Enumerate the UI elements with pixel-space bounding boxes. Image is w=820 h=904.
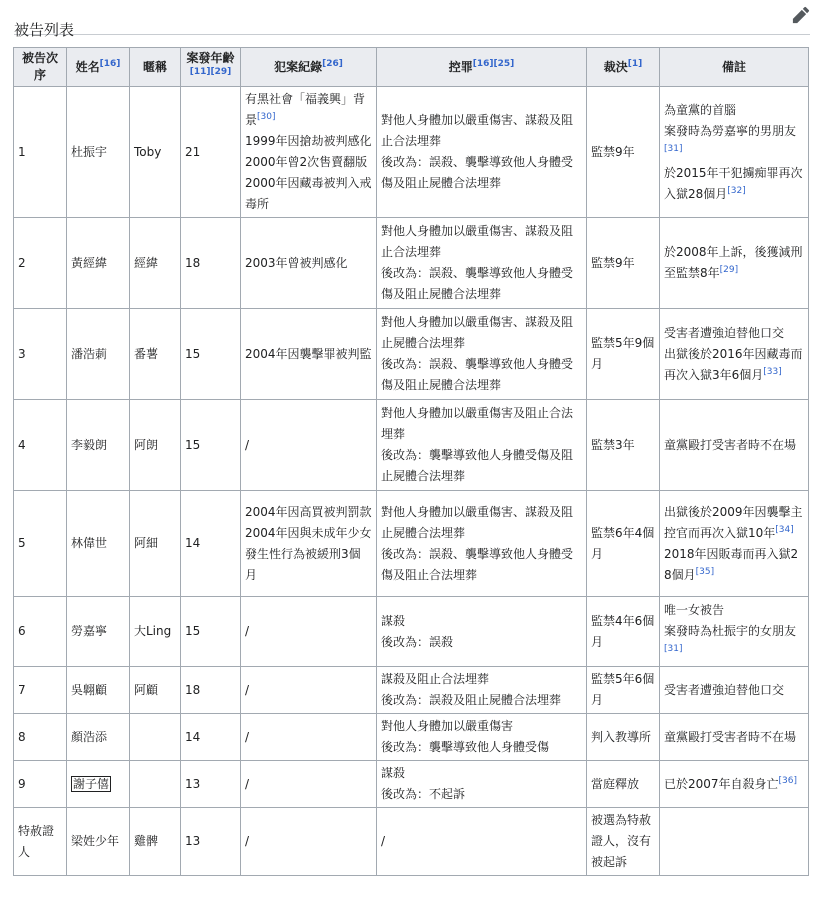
cell-order: 特赦證人 [14, 808, 67, 876]
header-charges: 控罪[16][25] [377, 48, 587, 87]
cell-age: 15 [181, 400, 241, 491]
header-age: 案發年齡[11][29] [181, 48, 241, 87]
reference-link[interactable]: [36] [778, 775, 798, 786]
table-row [14, 597, 809, 667]
cell-verdict: 監禁6年4個月 [587, 491, 660, 597]
cell-charges: 對他人身體加以嚴重傷害、謀殺及阻止屍體合法埋葬 後改為：誤殺、襲擊導致他人身體受傷及阻止合法埋葬 [377, 491, 587, 597]
cell-verdict: 監禁9年 [587, 87, 660, 218]
reference-link[interactable]: [31] [664, 143, 683, 154]
defendants-table [13, 47, 809, 876]
cell-nickname: 大Ling [130, 597, 181, 667]
cell-name: 黃經緯 [67, 218, 130, 309]
cell-notes: 童黨毆打受害者時不在場 [660, 714, 809, 761]
cell-order: 6 [14, 597, 67, 667]
reference-link[interactable]: [29] [210, 67, 232, 77]
cell-name [67, 761, 130, 808]
reference-link[interactable]: [34] [775, 524, 794, 535]
cell-record: / [241, 808, 377, 876]
reference-link[interactable]: [31] [664, 644, 683, 654]
cell-nickname: 阿顧 [130, 667, 181, 714]
cell-name: 林偉世 [67, 491, 130, 597]
cell-verdict: 當庭釋放 [587, 761, 660, 808]
reference-link[interactable]: [16] [99, 59, 121, 69]
cell-notes: 已於2007年自殺身亡[36] [660, 761, 809, 808]
header-verdict: 裁決[1] [587, 48, 660, 87]
reference-link[interactable]: [30] [257, 112, 276, 122]
cell-notes: 於2008年上訴，後獲減刑至監禁8年[29] [660, 218, 809, 309]
table-row [14, 309, 809, 400]
cell-name: 梁姓少年 [67, 808, 130, 876]
reference-link[interactable]: [25] [493, 59, 515, 69]
table-row [14, 714, 809, 761]
cell-verdict: 監禁4年6個月 [587, 597, 660, 667]
cell-record: / [241, 597, 377, 667]
cell-order: 2 [14, 218, 67, 309]
cell-age: 15 [181, 597, 241, 667]
cell-order: 5 [14, 491, 67, 597]
cell-verdict: 監禁9年 [587, 218, 660, 309]
table-row [14, 218, 809, 309]
cell-age: 15 [181, 309, 241, 400]
cell-verdict: 監禁3年 [587, 400, 660, 491]
reference-link[interactable]: [33] [763, 366, 782, 377]
reference-link[interactable]: [32] [727, 185, 746, 196]
table-row [14, 667, 809, 714]
reference-link[interactable]: [11] [189, 67, 211, 77]
cell-record: 有黑社會「福義興」背景[30] 1999年因搶劫被判感化 2000年曾2次售賣翻版 2000年因藏毒被判入戒毒所 [241, 87, 377, 218]
cell-record: 2004年因高買被判罰款 2004年因與未成年少女發生性行為被緩刑3個月 [241, 491, 377, 597]
cell-name: 杜振宇 [67, 87, 130, 218]
cell-nickname: 雞髀 [130, 808, 181, 876]
table-header-row [14, 48, 809, 87]
cell-charges: 對他人身體加以嚴重傷害及阻止合法埋葬 後改為：襲擊導致他人身體受傷及阻止屍體合法埋葬 [377, 400, 587, 491]
cell-charges: 謀殺 後改為：誤殺 [377, 597, 587, 667]
section-title: 被告列表 [14, 21, 75, 40]
cell-notes: 為童黨的首腦 案發時為勞嘉寧的男朋友[31] 於2015年干犯擄痴罪再次入獄28個月[32] [660, 87, 809, 218]
cell-name: 勞嘉寧 [67, 597, 130, 667]
cell-name: 顏浩添 [67, 714, 130, 761]
cell-order: 3 [14, 309, 67, 400]
table-row [14, 400, 809, 491]
table-row [14, 87, 809, 218]
cell-charges: 謀殺 後改為：不起訴 [377, 761, 587, 808]
cell-order: 7 [14, 667, 67, 714]
cell-charges: 謀殺及阻止合法埋葬 後改為：誤殺及阻止屍體合法埋葬 [377, 667, 587, 714]
reference-link[interactable]: [26] [322, 59, 343, 69]
cell-verdict: 被選為特赦證人，沒有被起訴 [587, 808, 660, 876]
cell-charges: 對他人身體加以嚴重傷害、謀殺及阻止合法埋葬 後改為：誤殺、襲擊導致他人身體受傷及阻止屍體合法埋葬 [377, 218, 587, 309]
cell-age: 14 [181, 491, 241, 597]
highlighted-name: 謝子僖 [73, 776, 110, 791]
cell-name: 潘浩莿 [67, 309, 130, 400]
cell-charges: / [377, 808, 587, 876]
cell-notes: 唯一女被告 案發時為杜振宇的女朋友[31] [660, 597, 809, 667]
cell-verdict: 判入教導所 [587, 714, 660, 761]
cell-notes: 受害者遭強迫替他口交 出獄後於2016年因藏毒而再次入獄3年6個月[33] [660, 309, 809, 400]
cell-record: / [241, 761, 377, 808]
cell-notes: 童黨毆打受害者時不在場 [660, 400, 809, 491]
cell-age: 18 [181, 218, 241, 309]
header-notes: 備註 [660, 48, 809, 87]
cell-notes: 出獄後於2009年因襲擊主控官而再次入獄10年[34] 2018年因販毒而再入獄28個月[35] [660, 491, 809, 597]
cell-charges: 對他人身體加以嚴重傷害 後改為：襲擊導致他人身體受傷 [377, 714, 587, 761]
cell-nickname: 阿細 [130, 491, 181, 597]
cell-order: 8 [14, 714, 67, 761]
cell-nickname: 經緯 [130, 218, 181, 309]
pencil-edit-icon[interactable] [792, 6, 810, 24]
cell-name: 李毅朗 [67, 400, 130, 491]
header-record: 犯案紀錄[26] [241, 48, 377, 87]
cell-age: 18 [181, 667, 241, 714]
cell-order: 9 [14, 761, 67, 808]
section-header [14, 0, 810, 40]
cell-age: 21 [181, 87, 241, 218]
table-row [14, 761, 809, 808]
reference-link[interactable]: [35] [695, 566, 715, 577]
cell-record: 2004年因襲擊罪被判監 [241, 309, 377, 400]
reference-link[interactable]: [29] [719, 265, 739, 275]
reference-link[interactable]: [16] [472, 59, 494, 69]
table-row [14, 808, 809, 876]
cell-verdict: 監禁5年9個月 [587, 309, 660, 400]
cell-record: 2003年曾被判感化 [241, 218, 377, 309]
header-nickname: 暱稱 [130, 48, 181, 87]
cell-nickname: 阿朗 [130, 400, 181, 491]
cell-record: / [241, 400, 377, 491]
cell-nickname [130, 761, 181, 808]
cell-age: 13 [181, 808, 241, 876]
cell-age: 14 [181, 714, 241, 761]
cell-record: / [241, 667, 377, 714]
cell-notes [660, 808, 809, 876]
cell-nickname: Toby [130, 87, 181, 218]
cell-charges: 對他人身體加以嚴重傷害、謀殺及阻止屍體合法埋葬 後改為：誤殺、襲擊導致他人身體受傷及阻止屍體合法埋葬 [377, 309, 587, 400]
header-name: 姓名[16] [67, 48, 130, 87]
cell-charges: 對他人身體加以嚴重傷害、謀殺及阻止合法埋葬 後改為：誤殺、襲擊導致他人身體受傷及阻止屍體合法埋葬 [377, 87, 587, 218]
cell-age: 13 [181, 761, 241, 808]
cell-name: 吳翺顧 [67, 667, 130, 714]
cell-order: 1 [14, 87, 67, 218]
header-order: 被告次序 [14, 48, 67, 87]
cell-notes: 受害者遭強迫替他口交 [660, 667, 809, 714]
reference-link[interactable]: [1] [627, 59, 643, 69]
cell-verdict: 監禁5年6個月 [587, 667, 660, 714]
cell-nickname [130, 714, 181, 761]
cell-record: / [241, 714, 377, 761]
cell-order: 4 [14, 400, 67, 491]
table-row [14, 491, 809, 597]
cell-nickname: 番薯 [130, 309, 181, 400]
